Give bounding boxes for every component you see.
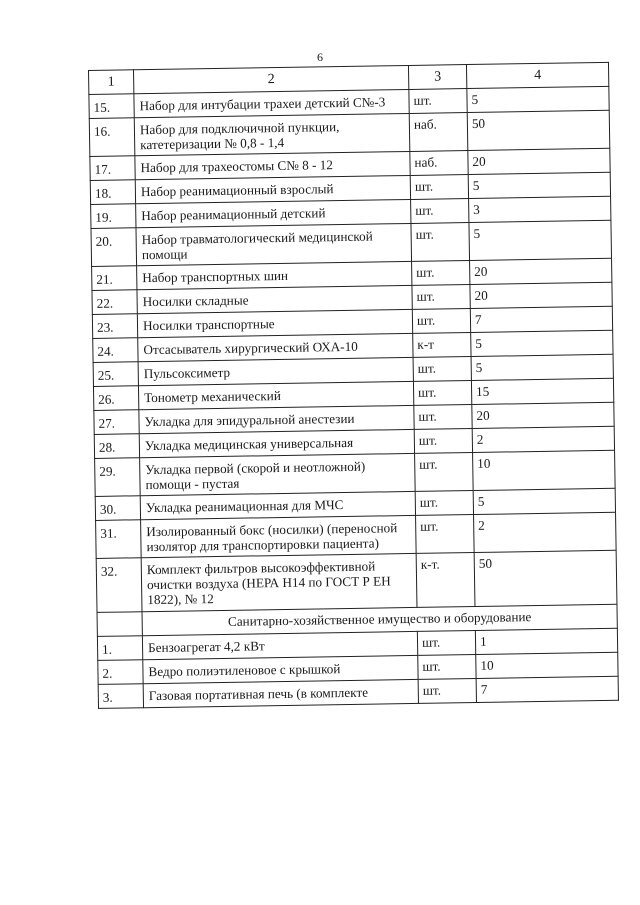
item-unit: шт. — [416, 514, 475, 553]
item-quantity: 3 — [469, 196, 611, 222]
item-name: Газовая портативная печь (в комплекте — [143, 679, 418, 707]
item-unit: шт. — [413, 357, 471, 382]
item-quantity: 7 — [470, 306, 612, 332]
row-number: 31. — [96, 520, 142, 559]
item-name: Тонометр механический — [138, 381, 413, 409]
item-name: Укладка медицинская универсальная — [139, 429, 414, 457]
item-quantity: 1 — [475, 628, 617, 654]
item-unit: шт. — [414, 405, 472, 430]
item-unit: к-т — [413, 333, 471, 358]
row-number: 32. — [96, 558, 142, 613]
equipment-table — [88, 62, 619, 709]
item-quantity: 20 — [470, 282, 612, 308]
item-quantity: 20 — [468, 148, 610, 174]
item-name: Набор реанимационный взрослый — [135, 175, 410, 203]
item-quantity: 5 — [467, 86, 609, 112]
row-number: 24. — [93, 338, 138, 363]
row-number: 21. — [92, 266, 137, 291]
item-quantity: 10 — [476, 652, 618, 678]
item-name: Набор травматологический медицинской помощи — [136, 223, 412, 265]
item-name: Отсасыватель хирургический ОХА-10 — [138, 333, 413, 361]
row-number: 2. — [98, 660, 143, 685]
row-number: 20. — [91, 228, 137, 267]
item-name: Изолированный бокс (носилки) (переносной изолятор для транспортировки пациента) — [141, 515, 417, 557]
header-cell-unit: 3 — [408, 65, 466, 90]
header-cell-name: 2 — [134, 65, 409, 93]
row-number: 25. — [93, 362, 138, 387]
row-number: 18. — [90, 180, 135, 205]
item-name: Укладка первой (скорой и неотложной) помощи - пустая — [140, 453, 416, 495]
row-number: 1. — [97, 636, 142, 661]
item-name: Бензоагрегат 4,2 кВт — [142, 631, 417, 659]
row-number: 28. — [94, 434, 139, 459]
item-name: Носилки транспортные — [137, 309, 412, 337]
item-name: Набор реанимационный детский — [136, 199, 411, 227]
item-unit: шт. — [412, 261, 470, 286]
item-name: Пульсоксиметр — [138, 357, 413, 385]
item-unit: шт. — [410, 175, 468, 200]
item-unit: шт. — [415, 491, 473, 516]
row-number: 16. — [89, 118, 135, 157]
item-quantity: 5 — [471, 330, 613, 356]
item-unit: шт. — [409, 89, 467, 114]
item-name: Носилки складные — [137, 285, 412, 313]
item-unit: шт. — [413, 381, 471, 406]
row-number: 30. — [95, 496, 140, 521]
row-number: 27. — [94, 410, 139, 435]
item-name: Укладка реанимационная для МЧС — [140, 491, 415, 519]
item-unit: наб. — [410, 151, 468, 176]
row-number: 22. — [92, 290, 137, 315]
item-quantity: 7 — [476, 676, 618, 702]
section-empty-cell — [97, 612, 142, 637]
item-name: Ведро полиэтиленовое с крышкой — [143, 655, 418, 683]
header-cell-number: 1 — [89, 70, 134, 95]
row-number: 3. — [98, 684, 143, 709]
item-quantity: 5 — [469, 220, 612, 260]
item-name: Набор для трахеостомы С№ 8 - 12 — [135, 151, 410, 179]
item-name: Комплект фильтров высокоэффективной очистки воздуха (НЕРА Н14 по ГОСТ Р ЕН 1822), № 12 — [141, 553, 417, 611]
row-number: 23. — [92, 314, 137, 339]
item-quantity: 5 — [468, 172, 610, 198]
item-quantity: 2 — [472, 426, 614, 452]
row-number: 29. — [95, 458, 141, 497]
item-name: Набор транспортных шин — [137, 261, 412, 289]
item-unit: наб. — [409, 113, 468, 152]
row-number: 17. — [90, 156, 135, 181]
item-quantity: 20 — [472, 402, 614, 428]
header-cell-quantity: 4 — [466, 62, 608, 88]
table-row — [96, 550, 617, 612]
section-title: Санитарно-хозяйственное имущество и оборудование — [142, 604, 617, 635]
item-unit: шт. — [418, 678, 476, 703]
item-name: Набор для подключичной пункции, катетеризации № 0,8 - 1,4 — [134, 113, 410, 155]
item-unit: шт. — [417, 630, 475, 655]
item-quantity: 50 — [474, 550, 617, 606]
item-quantity: 15 — [471, 378, 613, 404]
row-number: 19. — [91, 204, 136, 229]
item-unit: шт. — [412, 309, 470, 334]
item-name: Укладка для эпидуральной анестезии — [139, 405, 414, 433]
item-unit: к-т. — [416, 552, 475, 607]
row-number: 26. — [93, 386, 138, 411]
item-quantity: 10 — [473, 450, 616, 490]
item-quantity: 20 — [470, 258, 612, 284]
item-name: Набор для интубации трахеи детский С№-3 — [134, 89, 409, 117]
item-unit: шт. — [411, 199, 469, 224]
item-unit: шт. — [418, 654, 476, 679]
item-quantity: 5 — [471, 354, 613, 380]
item-unit: шт. — [412, 285, 470, 310]
item-unit: шт. — [414, 429, 472, 454]
item-unit: шт. — [415, 453, 474, 492]
item-quantity: 2 — [474, 512, 617, 552]
page-number: 6 — [317, 50, 323, 64]
item-unit: шт. — [411, 223, 470, 262]
item-quantity: 50 — [467, 110, 610, 150]
item-quantity: 5 — [473, 488, 615, 514]
row-number: 15. — [89, 94, 134, 119]
